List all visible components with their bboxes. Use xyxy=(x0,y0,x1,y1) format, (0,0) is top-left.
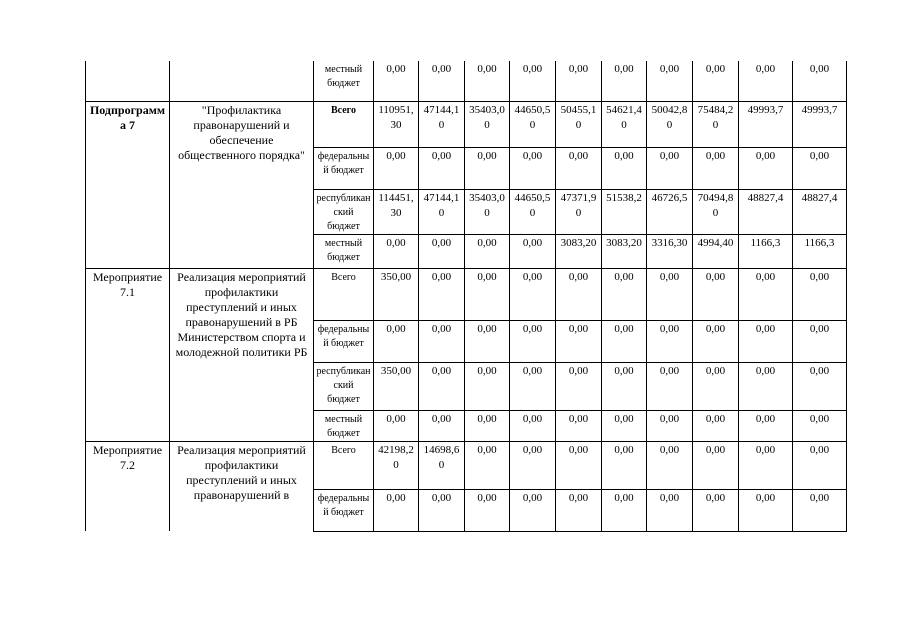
amount-cell: 0,00 xyxy=(602,441,647,489)
amount-cell: 0,00 xyxy=(465,441,510,489)
funding-source-cell: республиканский бюджет xyxy=(314,362,374,410)
amount-cell: 110951,30 xyxy=(374,101,419,147)
amount-cell: 0,00 xyxy=(602,410,647,441)
amount-cell: 0,00 xyxy=(419,234,465,268)
budget-table xyxy=(85,61,847,532)
amount-cell: 1166,3 xyxy=(739,234,793,268)
amount-cell: 0,00 xyxy=(739,410,793,441)
amount-cell: 0,00 xyxy=(647,410,693,441)
amount-cell: 0,00 xyxy=(374,489,419,531)
program-code-cell: Мероприятие 7.2 xyxy=(86,441,170,531)
amount-cell: 0,00 xyxy=(739,441,793,489)
amount-cell: 0,00 xyxy=(647,61,693,101)
amount-cell: 35403,00 xyxy=(465,189,510,234)
funding-source-cell: Всего xyxy=(314,101,374,147)
amount-cell: 50042,80 xyxy=(647,101,693,147)
amount-cell: 0,00 xyxy=(556,320,602,362)
amount-cell: 0,00 xyxy=(465,410,510,441)
amount-cell: 0,00 xyxy=(647,362,693,410)
amount-cell: 75484,20 xyxy=(693,101,739,147)
amount-cell: 48827,4 xyxy=(739,189,793,234)
funding-source-cell: республиканский бюджет xyxy=(314,189,374,234)
amount-cell: 35403,00 xyxy=(465,101,510,147)
amount-cell: 4994,40 xyxy=(693,234,739,268)
amount-cell: 0,00 xyxy=(739,489,793,531)
program-code-cell: Подпрограмма 7 xyxy=(86,101,170,268)
amount-cell: 0,00 xyxy=(793,320,847,362)
amount-cell: 0,00 xyxy=(793,441,847,489)
amount-cell: 0,00 xyxy=(465,362,510,410)
amount-cell: 0,00 xyxy=(510,147,556,189)
amount-cell: 0,00 xyxy=(793,489,847,531)
amount-cell: 3083,20 xyxy=(602,234,647,268)
amount-cell: 0,00 xyxy=(602,147,647,189)
funding-source-cell: федеральный бюджет xyxy=(314,147,374,189)
amount-cell: 0,00 xyxy=(510,441,556,489)
amount-cell: 0,00 xyxy=(739,147,793,189)
funding-source-cell: Всего xyxy=(314,268,374,320)
amount-cell: 0,00 xyxy=(419,268,465,320)
amount-cell: 0,00 xyxy=(419,147,465,189)
amount-cell: 0,00 xyxy=(556,410,602,441)
amount-cell: 0,00 xyxy=(793,410,847,441)
amount-cell: 0,00 xyxy=(556,268,602,320)
amount-cell: 44650,50 xyxy=(510,189,556,234)
amount-cell: 350,00 xyxy=(374,362,419,410)
amount-cell: 0,00 xyxy=(556,441,602,489)
program-name-cell: "Профилактика правонарушений и обеспечение общественного порядка" xyxy=(170,101,314,268)
funding-source-cell: местный бюджет xyxy=(314,61,374,101)
amount-cell: 47371,90 xyxy=(556,189,602,234)
amount-cell: 350,00 xyxy=(374,268,419,320)
amount-cell: 0,00 xyxy=(793,362,847,410)
amount-cell: 0,00 xyxy=(739,320,793,362)
amount-cell: 0,00 xyxy=(374,234,419,268)
amount-cell: 0,00 xyxy=(374,320,419,362)
amount-cell: 0,00 xyxy=(510,268,556,320)
amount-cell: 0,00 xyxy=(739,362,793,410)
amount-cell: 114451,30 xyxy=(374,189,419,234)
amount-cell: 0,00 xyxy=(419,489,465,531)
program-code-cell xyxy=(86,61,170,101)
amount-cell: 0,00 xyxy=(647,320,693,362)
program-name-cell xyxy=(170,61,314,101)
table-row xyxy=(86,101,847,147)
amount-cell: 0,00 xyxy=(510,362,556,410)
amount-cell: 0,00 xyxy=(793,147,847,189)
amount-cell: 0,00 xyxy=(510,234,556,268)
amount-cell: 0,00 xyxy=(793,61,847,101)
amount-cell: 0,00 xyxy=(602,489,647,531)
amount-cell: 0,00 xyxy=(693,410,739,441)
amount-cell: 0,00 xyxy=(556,489,602,531)
amount-cell: 0,00 xyxy=(739,61,793,101)
amount-cell: 0,00 xyxy=(510,320,556,362)
amount-cell: 0,00 xyxy=(510,410,556,441)
amount-cell: 0,00 xyxy=(693,441,739,489)
amount-cell: 54621,40 xyxy=(602,101,647,147)
amount-cell: 0,00 xyxy=(693,320,739,362)
amount-cell: 0,00 xyxy=(374,61,419,101)
amount-cell: 50455,10 xyxy=(556,101,602,147)
amount-cell: 0,00 xyxy=(602,320,647,362)
funding-source-cell: федеральный бюджет xyxy=(314,320,374,362)
amount-cell: 0,00 xyxy=(647,441,693,489)
amount-cell: 42198,20 xyxy=(374,441,419,489)
amount-cell: 0,00 xyxy=(556,61,602,101)
table-row xyxy=(86,61,847,101)
amount-cell: 0,00 xyxy=(602,362,647,410)
amount-cell: 0,00 xyxy=(602,268,647,320)
amount-cell: 0,00 xyxy=(693,61,739,101)
amount-cell: 0,00 xyxy=(556,147,602,189)
amount-cell: 0,00 xyxy=(693,489,739,531)
amount-cell: 49993,7 xyxy=(739,101,793,147)
amount-cell: 3316,30 xyxy=(647,234,693,268)
table-row xyxy=(86,268,847,320)
amount-cell: 47144,10 xyxy=(419,101,465,147)
amount-cell: 0,00 xyxy=(465,234,510,268)
program-name-cell: Реализация мероприятий профилактики преступлений и иных правонарушений в РБ Министерством спорта и молодежной политики РБ xyxy=(170,268,314,441)
amount-cell: 0,00 xyxy=(556,362,602,410)
amount-cell: 0,00 xyxy=(739,268,793,320)
amount-cell: 0,00 xyxy=(510,61,556,101)
amount-cell: 0,00 xyxy=(419,362,465,410)
amount-cell: 0,00 xyxy=(647,268,693,320)
funding-source-cell: местный бюджет xyxy=(314,234,374,268)
amount-cell: 0,00 xyxy=(693,362,739,410)
amount-cell: 0,00 xyxy=(374,147,419,189)
amount-cell: 0,00 xyxy=(465,147,510,189)
amount-cell: 0,00 xyxy=(374,410,419,441)
amount-cell: 46726,5 xyxy=(647,189,693,234)
table-row xyxy=(86,441,847,489)
funding-source-cell: местный бюджет xyxy=(314,410,374,441)
funding-source-cell: федеральный бюджет xyxy=(314,489,374,531)
amount-cell: 0,00 xyxy=(419,320,465,362)
amount-cell: 0,00 xyxy=(793,268,847,320)
amount-cell: 0,00 xyxy=(465,320,510,362)
program-code-cell: Мероприятие 7.1 xyxy=(86,268,170,441)
amount-cell: 48827,4 xyxy=(793,189,847,234)
amount-cell: 0,00 xyxy=(465,489,510,531)
amount-cell: 0,00 xyxy=(693,268,739,320)
amount-cell: 0,00 xyxy=(465,268,510,320)
amount-cell: 0,00 xyxy=(647,489,693,531)
amount-cell: 1166,3 xyxy=(793,234,847,268)
program-name-cell: Реализация мероприятий профилактики преступлений и иных правонарушений в xyxy=(170,441,314,531)
amount-cell: 0,00 xyxy=(693,147,739,189)
amount-cell: 0,00 xyxy=(510,489,556,531)
amount-cell: 0,00 xyxy=(647,147,693,189)
budget-table-page xyxy=(85,61,847,532)
amount-cell: 0,00 xyxy=(419,410,465,441)
amount-cell: 0,00 xyxy=(465,61,510,101)
amount-cell: 47144,10 xyxy=(419,189,465,234)
amount-cell: 51538,2 xyxy=(602,189,647,234)
amount-cell: 14698,60 xyxy=(419,441,465,489)
amount-cell: 70494,80 xyxy=(693,189,739,234)
amount-cell: 49993,7 xyxy=(793,101,847,147)
amount-cell: 0,00 xyxy=(419,61,465,101)
funding-source-cell: Всего xyxy=(314,441,374,489)
amount-cell: 0,00 xyxy=(602,61,647,101)
amount-cell: 3083,20 xyxy=(556,234,602,268)
amount-cell: 44650,50 xyxy=(510,101,556,147)
